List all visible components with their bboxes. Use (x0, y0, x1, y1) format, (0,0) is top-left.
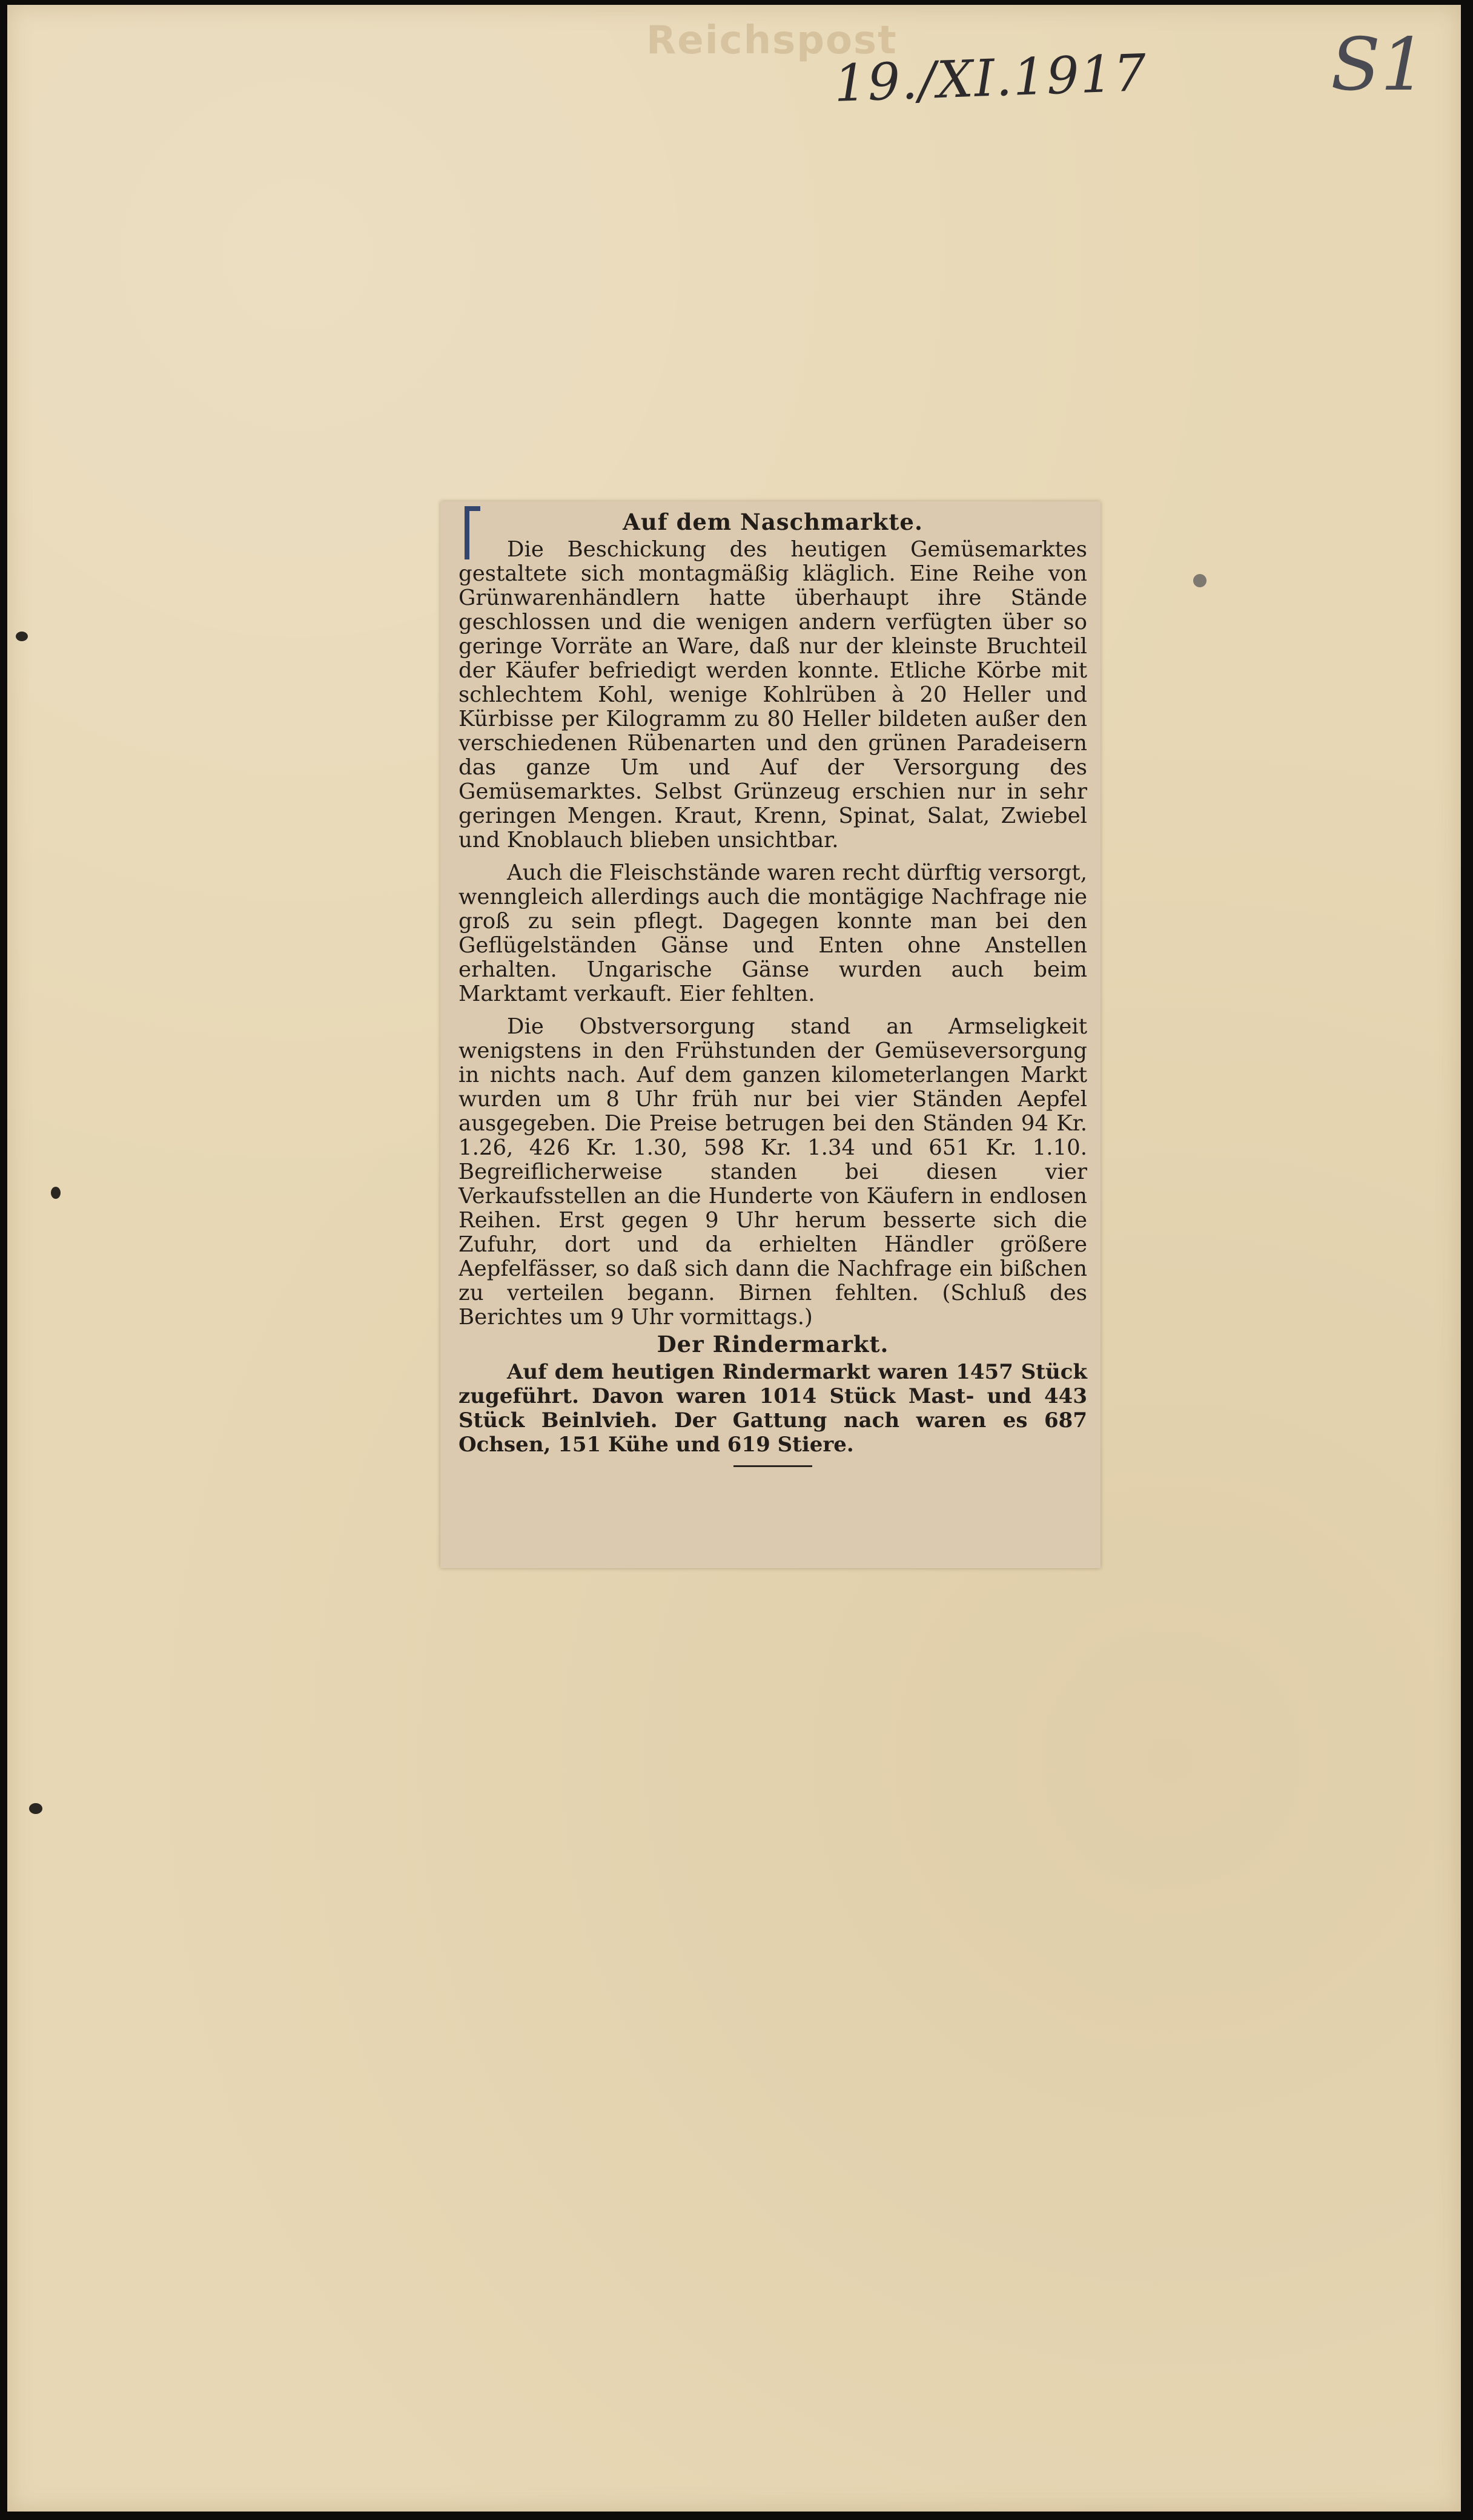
paper-speck (29, 1803, 42, 1814)
section-paragraph: Auf dem heutigen Rindermarkt waren 1457 Stück zugeführt. Davon waren 1014 Stück Mast- und 443 Stück Beinlvieh. Der Gattung nach waren es 687 Ochsen, 151 Kühe und 619 Stiere. (458, 1360, 1087, 1457)
closing-rule (733, 1465, 812, 1467)
blue-pencil-mark (465, 506, 480, 559)
newspaper-stamp: Reichspost (646, 18, 898, 63)
handwritten-date: 19./XI.1917 (833, 43, 1148, 113)
article-paragraph: Die Obstversorgung stand an Armseligkeit wenigstens in den Frühstunden der Gemüseversorgung in nichts nach. Auf dem ganzen kilometerlangen Markt wurden um 8 Uhr früh nur bei vier Ständen Aepfel ausgegeben. Die Preise betrugen bei den Ständen 94 Kr. 1.26, 426 Kr. 1.30, 598 Kr. 1.34 und 651 Kr. 1.10. Begreiflicherweise standen bei diesen vier Verkaufsstellen an die Hunderte von Käufern in endlosen Reihen. Erst gegen 9 Uhr herum besserte sich die Zufuhr, dort und da erhielten Händler größere Aepfelfässer, so daß sich dann die Nachfrage ein bißchen zu verteilen begann. Birnen fehlten. (Schluß des Berichtes um 9 Uhr vormittags.) (458, 1014, 1087, 1330)
article-paragraph: Auch die Fleischstände waren recht dürftig versorgt, wenngleich allerdings auch die montägige Nachfrage nie groß zu sein pflegt. Dagegen konnte man bei den Geflügelständen Gänse und Enten ohne Anstellen erhalten. Ungarische Gänse wurden auch beim Marktamt verkauft. Eier fehlten. (458, 860, 1087, 1006)
newspaper-clipping (440, 501, 1101, 1568)
archive-mark: S1 (1331, 23, 1427, 107)
section-subheadline: Der Rindermarkt. (657, 1331, 889, 1357)
archive-sheet (7, 5, 1461, 2512)
paper-speck (1193, 574, 1207, 587)
paper-speck (16, 632, 28, 641)
paper-speck (51, 1187, 61, 1199)
article-paragraph: Die Beschickung des heutigen Gemüsemarktes gestaltete sich montagmäßig kläglich. Eine Reihe von Grünwarenhändlern hatte überhaupt ihre Stände geschlossen und die wenigen andern verfügten über so geringe Vorräte an Ware, daß nur der kleinste Bruchteil der Käufer befriedigt werden konnte. Etliche Körbe mit schlechtem Kohl, wenige Kohlrüben à 20 Heller und Kürbisse per Kilogramm zu 80 Heller bildeten außer den verschiedenen Rübenarten und den grünen Paradeisern das ganze Um und Auf der Versorgung des Gemüsemarktes. Selbst Grünzeug erschien nur in sehr geringen Mengen. Kraut, Krenn, Spinat, Salat, Zwiebel und Knoblauch blieben unsichtbar. (458, 537, 1087, 853)
article-headline: Auf dem Naschmarkte. (623, 509, 923, 535)
